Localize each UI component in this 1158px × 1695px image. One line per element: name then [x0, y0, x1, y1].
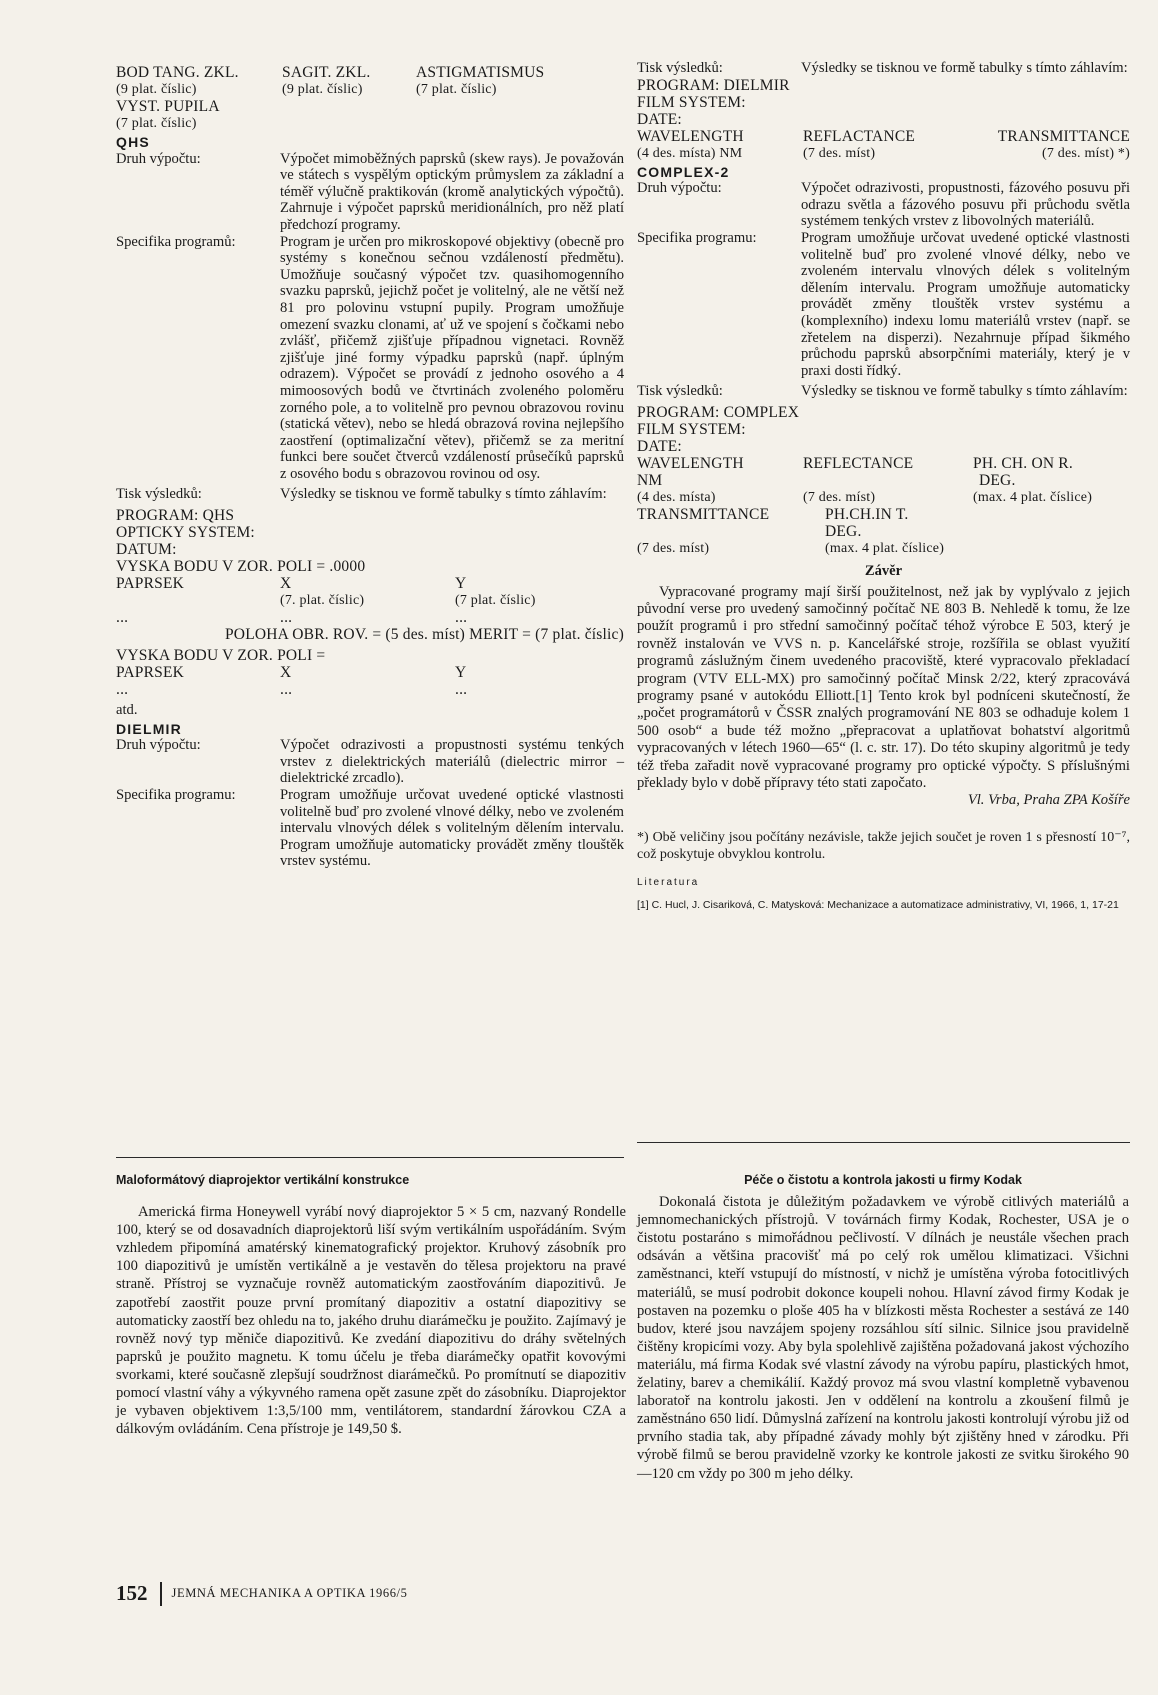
- article-diaprojektor: [116, 1171, 626, 1438]
- out-line: DATE:: [637, 110, 682, 128]
- col-x: X: [280, 575, 292, 593]
- qhs-druh-row: [116, 151, 624, 234]
- unit: (4 des. místa) NM: [637, 145, 743, 161]
- label: Tisk výsledků:: [637, 60, 723, 76]
- atd: atd.: [116, 702, 138, 719]
- header-astig-note: (7 plat. číslic): [416, 82, 497, 97]
- rule-left: [116, 1157, 624, 1158]
- dielmir-spec-text: Program umožňuje určovat uvedené optické vlastnosti volitelně buď pro zvolené vlnové délky, nebo ve zvoleném intervalu vlnových délek s volitelným dělením intervalu. Program umožňuje automaticky provádět změny tlouštěk vrstev systému.: [280, 787, 624, 870]
- complex-druh-text: Výpočet odrazivosti, propustnosti, fázového posuvu při odrazu světla a fázového posuvu při průchodu světla systémem tenkých vrstev z libovolných materiálů.: [801, 180, 1130, 230]
- col-y: Y: [455, 664, 467, 682]
- complex-druh-row: [637, 180, 1130, 230]
- unit: (7 des. míst): [803, 145, 876, 161]
- col-x-note: (7. plat. číslic): [280, 593, 365, 609]
- section-title-zaver: Závěr: [864, 562, 903, 579]
- dots: ...: [280, 609, 293, 627]
- article-kodak: [637, 1171, 1129, 1483]
- dielmir-druh-row: [116, 737, 624, 787]
- label: Druh výpočtu:: [116, 150, 201, 167]
- col-paprsek: PAPRSEK: [116, 575, 185, 593]
- col-reflactance: REFLACTANCE: [803, 127, 916, 145]
- col-ph-on: PH. CH. ON R.: [973, 454, 1073, 472]
- out-line: DATE:: [637, 437, 682, 455]
- page-number: 152: [116, 1581, 148, 1605]
- qhs-tisk-row: [116, 486, 624, 503]
- complex-tisk-text: Výsledky se tisknou ve formě tabulky s tímto záhlavím:: [801, 383, 1128, 400]
- col-y-note: (7 plat. číslic): [455, 593, 536, 609]
- left-column: [116, 64, 624, 870]
- unit: (7 des. míst) *): [1042, 145, 1130, 161]
- out-line: FILM SYSTEM:: [637, 93, 746, 111]
- dots: ...: [280, 681, 293, 699]
- article-title: Péče o čistotu a kontrola jakosti u firmy Kodak: [744, 1173, 1022, 1187]
- program-name-qhs: QHS: [116, 134, 150, 150]
- col-reflectance: REFLECTANCE: [803, 454, 914, 472]
- col-wavelength: WAVELENGTH: [637, 454, 744, 472]
- col-x: X: [280, 664, 292, 682]
- article-title: Maloformátový diaprojektor vertikální konstrukce: [116, 1173, 410, 1187]
- qhs-header-block: [116, 64, 624, 132]
- out-line: PROGRAM: QHS: [116, 507, 235, 525]
- out-line: VYSKA BODU V ZOR. POLI =: [116, 647, 326, 665]
- qhs-druh-text: Výpočet mimoběžných paprsků (skew rays). Je považován ve státech s vyspělým optickým průmyslem za základní a téměř výlučně praktikován (kromě analytických výpočtů). Zahrnuje i výpočet paprsků meridionálních, pro něž platí předchozí programy.: [280, 150, 624, 233]
- label: Tisk výsledků:: [116, 486, 202, 503]
- col-wavelength: WAVELENGTH: [637, 127, 744, 145]
- unit: (max. 4 plat. číslice): [973, 489, 1093, 505]
- right-column: [637, 60, 1130, 912]
- qhs-spec-text: Program je určen pro mikroskopové objektivy (obecně pro systémy s konečnou sečnou vzdáleností předmětu). Umožňuje současný výpočet tzv. quasihomogenního svazku paprsků, jejichž počet je volitelný, ale ne větší než 81 pro polovinu vstupní pupily. Program umožňuje omezení svazku clonami, ať už ve spojení s čočkami nebo zvlášť, přičemž zjišťuje případnou vignetaci. Rovněž zjišťuje jiné formy výpadku paprsků (např. úplným odrazem). Výpočet se provádí z jednoho osového a 4 mimoosových bodů ve čtvrtinách zvoleného poloměru zorného pole, a to volitelně pro pevnou obrazovou rovinu (statická větev), nebo se hledá obrazová rovina nejlepšího zaostření (optimalizační větev), přičemž se za meritní funkci bere součet čtverců vzdáleností průsečíků paprsků z osového bodu s obrazovou rovinou od osy.: [280, 233, 624, 482]
- out-line: OPTICKY SYSTEM:: [116, 524, 255, 542]
- qhs-tisk-text: Výsledky se tisknou ve formě tabulky s tímto záhlavím:: [280, 486, 607, 503]
- poloha-line: POLOHA OBR. ROV. = (5 des. míst) MERIT = (7 plat. číslic): [224, 626, 624, 644]
- complex-spec-text: Program umožňuje určovat uvedené optické vlastnosti volitelně buď pro zvolené vlnové délky, nebo ve zvoleném intervalu vlnových délek s volitelným dělením intervalu. Program umožňuje automaticky provádět změny tlouštěk vrstev systému a (komplexního) indexu lomu materiálů vrstev (např. se zřetelem na disperzi). Nezahrnuje případ šikmého průchodu paprsků absorpčními materiály, který je v praxi dosti řídký.: [801, 229, 1130, 379]
- article-text: Americká firma Honeywell vyrábí nový diaprojektor 5 × 5 cm, nazvaný Rondelle 100, který se od dosavadních diaprojektorů liší svým vertikálním uspořádáním. Svým vzhledem připomíná amatérský kinematografický projektor. Kruhový zásobník pro 100 diapozitivů je umístěn vertikálně a je vestavěn do tělesa projektoru na pravé straně. Přístroj se vyznačuje rovněž automatickým zaostřováním diapozitivů. Je zapotřebí zaostřit pouze první promítaný diapozitiv a ostatní diapozitivy se automaticky zaostří bez ohledu na to, jakého druhu diarámečku je použito. Zajímavý je rovněž nový typ měniče diapozitivů. Ke zvedání diapozitivu do dráhy světelných paprsků je použito magnetu. K tomu účelu je třeba diarámečky opatřit kovovými svorkami, které současně zlepšují soudržnost diarámečků. Po promítnutí se diapozitiv pomocí vlastní váhy a výkyvného ramena opět zasune zpět do zásobníku. Diaprojektor je vybaven objektivem 1:3,5/100 mm, ventilátorem, standardní žárovkou CZA a dálkovým ovládáním. Cena přístroje je 149,50 $.: [116, 1204, 626, 1438]
- col-transmittance: TRANSMITTANCE: [997, 127, 1130, 145]
- out-line: DATUM:: [116, 541, 177, 559]
- dots: ...: [116, 609, 129, 627]
- header-vyst-pupila: VYST. PUPILA: [116, 98, 220, 115]
- out-line: VYSKA BODU V ZOR. POLI = .0000: [116, 558, 366, 576]
- qhs-output-table: [116, 507, 624, 698]
- label: Druh výpočtu:: [637, 180, 722, 197]
- header-bod-tang-note: (9 plat. číslic): [116, 82, 197, 97]
- unit: (7 des. míst): [803, 489, 876, 505]
- complex-output-table: [637, 404, 1130, 557]
- label: Druh výpočtu:: [116, 737, 201, 754]
- col-y: Y: [455, 575, 467, 593]
- header-vyst-pupila-note: (7 plat. číslic): [116, 116, 197, 131]
- unit-nm: NM: [637, 471, 663, 489]
- header-sagit: SAGIT. ZKL.: [282, 64, 371, 81]
- dielmir-tisk-text: Výsledky se tisknou ve formě tabulky s tímto záhlavím:: [801, 60, 1128, 76]
- literature-title: Literatura: [637, 876, 700, 888]
- header-astig: ASTIGMATISMUS: [416, 64, 545, 81]
- zaver-text: Vypracované programy mají širší použitelnost, než jak by vyplývalo z jejich původní verse pro uvedený samočinný počítač NE 803 B. Nehledě k tomu, že lze použít programů i pro střední samočinný počítač téhož výrobce E 503, který je rovněž instalován ve VVS n. p. Kancelářské stroje, rozšířila se oblast využití programů záslužným činem uvedeného pracoviště, které vypracovalo překladací program (VTV ELL-MX) pro samočinný počítač Minsk 2/22, který zpracovává programy psané v autokódu Elliott.[1] Tento krok byl podníceni skutečností, že „počet programátorů v ČSSR znalých programování NE 803 se odhaduje kolem 1 500 osob“ a bude též možno „přepracovat a uplatňovat bohatství algoritmů vypracovaných v létech 1960—65“ (l. c. str. 17). Do této skupiny algoritmů je tedy též třeba zařadit nově vypracované programy pro optické výpočty. S příslušnými překlady bylo v době přípravy této stati započato.: [637, 583, 1130, 791]
- program-name-dielmir: DIELMIR: [116, 720, 182, 737]
- program-name-complex: COMPLEX-2: [637, 163, 730, 180]
- qhs-spec-row: [116, 234, 624, 483]
- out-line: PROGRAM: DIELMIR: [637, 76, 790, 94]
- dielmir-output-table: [637, 77, 1130, 162]
- unit: (max. 4 plat. číslice): [825, 540, 945, 556]
- unit: (4 des. místa): [637, 489, 716, 505]
- footer-separator: [160, 1582, 162, 1606]
- label: Specifika programu:: [116, 787, 236, 804]
- dielmir-spec-row: [116, 787, 624, 870]
- complex-spec-row: [637, 230, 1130, 379]
- dielmir-druh-text: Výpočet odrazivosti a propustnosti systému tenkých vrstev z dielektrických materiálů (dielectric mirror – dielektrické zrcadlo).: [280, 737, 624, 787]
- unit-deg: DEG.: [979, 471, 1016, 489]
- footnote: *) Obě veličiny jsou počítány nezávisle, takže jejich součet je roven 1 s přesností 10⁻⁷, což poskytuje obvyklou kontrolu.: [637, 829, 1130, 862]
- journal-name: JEMNÁ MECHANIKA A OPTIKA 1966/5: [171, 1586, 408, 1600]
- label: Specifika programu:: [637, 229, 757, 246]
- unit: (7 des. míst): [637, 540, 710, 556]
- label: Specifika programů:: [116, 233, 236, 250]
- col-ph-in: PH.CH.IN T.: [825, 505, 909, 523]
- label: Tisk výsledků:: [637, 383, 723, 400]
- complex-tisk-row: [637, 383, 1130, 400]
- header-bod-tang: BOD TANG. ZKL.: [116, 64, 239, 81]
- dots: ...: [455, 681, 468, 699]
- rule-right: [637, 1142, 1130, 1143]
- literature-item: [1] C. Hucl, J. Cisariková, C. Matysková: Mechanizace a automatizace administrativy, VI, 1966, 1, 17-21: [637, 898, 1119, 911]
- dots: ...: [116, 681, 129, 699]
- col-transmittance: TRANSMITTANCE: [637, 505, 770, 523]
- unit-deg: DEG.: [825, 522, 862, 540]
- article-text: Dokonalá čistota je důležitým požadavkem ve výrobě citlivých materiálů a jemnomechanických přístrojů. V továrnách firmy Kodak, Rochester, USA je o čistotu postaráno s mimořádnou pečlivostí. V dílnách je neustále všechen prach odsáván a většina pracovišť má po celý rok umělou klimatizaci. Všichni zaměstnanci, kteří vstupují do místností, v nichž je umístěna výroba fotocitlivých materiálů, se musí podrobit dokonce koupeli nohou. Hlavní závod firmy Kodak je postaven na pozemku o ploše 405 ha v blízkosti města Rochester a sestává ze 140 budov, které jsou navzájem spojeny rozsáhlou sítí silnic. Silnice jsou pravidelně čištěny kropicími vozy. Aby byla spolehlivě zajištěna požadovaná jakost výchozího materiálu, má firma Kodak své vlastní závody na výrobu papíru, plastických hmot, želatiny, barev a chemikálií. Každý provoz má svou vlastní kompletně vybavenou laboratoř na kontrolu jakosti. Jen v oddělení na kontrolu a zkoušení filmů je zaměstnáno 650 lidí. Důmyslná zařízení na kontrolu jakosti kontrolují výrobu již od prvního stadia tak, aby případné závady mohly být zjištěny hned v zárodku. Při výrobě filmů se berou pravidelně vzorky ke kontrole jakosti ze svitku širokého 90—120 cm vždy po 300 m jeho délky.: [637, 1194, 1129, 1482]
- dielmir-tisk-row: [637, 60, 1130, 77]
- page-footer: [116, 1581, 407, 1606]
- author: Vl. Vrba, Praha ZPA Košíře: [967, 792, 1130, 809]
- out-line: FILM SYSTEM:: [637, 420, 746, 438]
- dots: ...: [455, 609, 468, 627]
- col-paprsek: PAPRSEK: [116, 664, 185, 682]
- header-sagit-note: (9 plat. číslic): [282, 82, 363, 97]
- out-line: PROGRAM: COMPLEX: [637, 403, 800, 421]
